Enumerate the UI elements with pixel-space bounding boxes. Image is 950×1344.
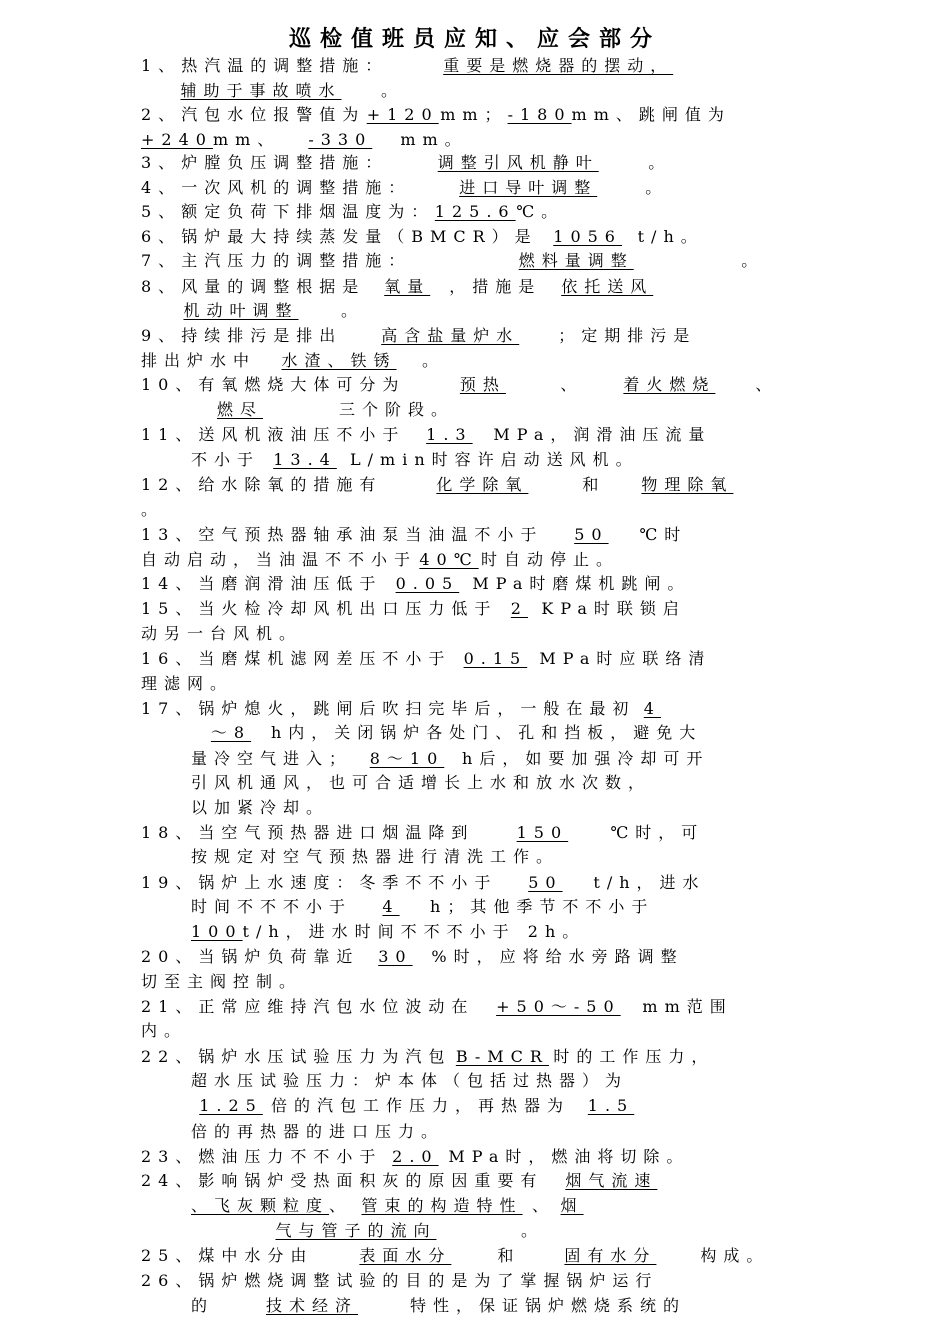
question-text: 和 (582, 475, 606, 494)
answer-blank: 150 (516, 823, 569, 842)
answer-blank: 50 (528, 873, 563, 892)
question-text: 额定负荷下排烟温度为： (181, 202, 435, 221)
question-text: 燃油压力不不小于 (198, 1147, 383, 1166)
answer-blank: 50 (574, 525, 609, 544)
text-line (191, 846, 881, 868)
answer-blank: 1.5 (587, 1096, 635, 1115)
answer-blank: 水渣、铁锈 (281, 351, 397, 370)
question-text: 锅炉上水速度：冬季不不小于 (198, 873, 498, 892)
question-number: 2、 (141, 105, 182, 124)
question-text: t/h，进水 (593, 873, 706, 892)
text-line (141, 226, 881, 248)
question-text: 。 (645, 178, 669, 197)
question-text: 锅炉最大持续蒸发量（BMCR）是 (181, 227, 538, 246)
text-line (141, 822, 881, 844)
question-number: 13、 (141, 525, 199, 544)
question-number: 19、 (141, 873, 199, 892)
question-text: 主汽压力的调整措施： (181, 251, 412, 270)
text-line (141, 946, 881, 968)
answer-blank: 0.15 (463, 649, 528, 668)
question-text: 。 (141, 500, 165, 519)
text-line (141, 80, 881, 102)
question-text: 、 (560, 375, 584, 394)
question-text: 当空气预热器进口烟温降到 (198, 823, 475, 842)
answer-blank: ～8 (210, 723, 252, 742)
question-text: ℃时 (639, 525, 688, 544)
answer-blank: 氧量 (384, 277, 431, 296)
question-text: ℃时，可 (610, 823, 705, 842)
answer-blank: 烟气流速 (565, 1171, 658, 1190)
question-number: 20、 (141, 947, 199, 966)
question-text: MPa时，燃油将切除。 (448, 1147, 690, 1166)
text-line (191, 722, 881, 744)
question-text: 锅炉水压试验压力为汽包 (198, 1047, 452, 1066)
answer-blank: +240 (141, 130, 213, 149)
question-text: 炉膛负压调整措施： (181, 153, 389, 172)
question-text: MPa时磨煤机跳闸。 (472, 574, 691, 593)
answer-blank: 表面水分 (359, 1246, 452, 1265)
answer-blank: 1.25 (199, 1096, 263, 1115)
answer-blank: +50～-50 (496, 997, 621, 1016)
question-number: 18、 (141, 823, 199, 842)
question-text: 风量的调整根据是 (181, 277, 366, 296)
question-text: 煤中水分由 (198, 1246, 314, 1265)
question-text: 当磨煤机滤网差压不小于 (198, 649, 452, 668)
question-number: 5、 (141, 202, 182, 221)
question-text: %时，应将给水旁路调整 (431, 947, 684, 966)
question-text: 锅炉熄火，跳闸后吹扫完毕后，一般在最初 (198, 699, 636, 718)
question-text: 动另一台风机。 (141, 624, 303, 643)
text-line (141, 648, 881, 670)
question-text: mm、跳闸值为 (571, 105, 731, 124)
question-text: 倍的汽包工作压力，再热器为 (271, 1096, 571, 1115)
question-text: 理滤网。 (141, 674, 234, 693)
text-line (141, 1170, 881, 1192)
answer-blank: 辅助于事故喷水 (180, 81, 342, 100)
question-text: 空气预热器轴承油泵当油温不小于 (198, 525, 544, 544)
question-text: ，措施是 (449, 277, 542, 296)
answer-blank: 100 (191, 922, 243, 941)
answer-blank: 调整引风机静叶 (437, 153, 599, 172)
question-text: mm。 (400, 130, 468, 149)
answer-blank: 管束的构造特性 (361, 1196, 523, 1215)
text-line (141, 996, 881, 1018)
text-line (141, 524, 881, 546)
answer-blank: 烟 (560, 1196, 584, 1215)
answer-blank: 进口导叶调整 (459, 178, 598, 197)
answer-blank: 2 (510, 599, 528, 618)
question-number: 21、 (141, 997, 199, 1016)
text-line (141, 104, 881, 126)
text-line (191, 896, 881, 918)
text-line (191, 1220, 881, 1242)
question-number: 8、 (141, 277, 182, 296)
answer-blank: 高含盐量炉水 (381, 326, 520, 345)
text-line (141, 374, 881, 396)
answer-blank: 依托送风 (561, 277, 654, 296)
answer-blank: 技术经济 (266, 1296, 359, 1315)
question-number: 11、 (141, 425, 199, 444)
question-text: 热汽温的调整措施： (181, 56, 389, 75)
question-text: 给水除氧的措施有 (198, 475, 383, 494)
question-text: 持续排污是排出 (181, 326, 343, 345)
answer-blank: 4 (643, 699, 661, 718)
answer-blank: 13.4 (273, 450, 337, 469)
question-number: 16、 (141, 649, 199, 668)
question-text: h后，如要加强冷却可开 (462, 749, 710, 768)
question-text: 。 (422, 351, 446, 370)
answer-blank: 1.3 (426, 425, 473, 444)
text-line (141, 55, 881, 77)
text-line (191, 1070, 881, 1092)
answer-blank: 燃料量调整 (518, 251, 634, 270)
question-text: 倍的再热器的进口压力。 (191, 1122, 445, 1141)
question-number: 23、 (141, 1147, 199, 1166)
text-line (141, 276, 881, 298)
question-text: 。 (741, 251, 765, 270)
answer-blank: 1056 (553, 227, 622, 246)
text-line (191, 1121, 881, 1143)
answer-blank: 125.6 (434, 202, 516, 221)
text-line (141, 1020, 881, 1042)
question-text: 超水压试验压力：炉本体（包括过热器）为 (191, 1071, 629, 1090)
text-line (141, 152, 881, 174)
question-number: 22、 (141, 1047, 199, 1066)
question-text: 。 (648, 153, 672, 172)
question-number: 7、 (141, 251, 182, 270)
question-text: ℃。 (516, 202, 565, 221)
question-text: 时自动停止。 (481, 550, 620, 569)
answer-blank: 重要是燃烧器的摆动， (443, 56, 674, 75)
question-text: 送风机液油压不小于 (198, 425, 406, 444)
text-line (191, 797, 881, 819)
text-line (141, 350, 881, 372)
question-text: 。 (521, 1221, 545, 1240)
text-line (141, 424, 881, 446)
text-line (141, 250, 881, 272)
question-text: 内。 (141, 1021, 188, 1040)
question-number: 4、 (141, 178, 182, 197)
question-number: 14、 (141, 574, 199, 593)
text-line (141, 177, 881, 199)
question-text: 不小于 (191, 450, 261, 469)
question-number: 24、 (141, 1171, 199, 1190)
question-text: 当磨润滑油压低于 (198, 574, 383, 593)
text-line (141, 623, 881, 645)
answer-blank: 气与管子的流向 (275, 1221, 437, 1240)
question-text: 一次风机的调整措施： (181, 178, 412, 197)
question-text: t/h。 (637, 227, 704, 246)
question-text: mm； (440, 105, 508, 124)
answer-blank: 4 (382, 897, 400, 916)
question-text: h内，关闭锅炉各处门、孔和挡板，避免大 (271, 723, 703, 742)
question-text: 。 (381, 81, 405, 100)
text-line (191, 748, 881, 770)
question-text: 量冷空气进入； (191, 749, 353, 768)
question-text: 的 (191, 1296, 215, 1315)
text-line (141, 129, 881, 151)
text-line (141, 971, 881, 993)
question-number: 9、 (141, 326, 182, 345)
answer-blank: -180 (507, 105, 572, 124)
question-text: 汽包水位报警值为 (181, 105, 366, 124)
text-line (141, 1245, 881, 1267)
question-text: 影响锅炉受热面积灰的原因重要有 (198, 1171, 544, 1190)
text-line (191, 772, 881, 794)
question-text: 时间不不不小于 (191, 897, 353, 916)
text-line (141, 300, 881, 322)
answer-blank: 40℃ (419, 550, 479, 569)
text-line (191, 921, 881, 943)
question-number: 10、 (141, 375, 199, 394)
question-text: 排出炉水中 (141, 351, 257, 370)
question-text: mm范围 (642, 997, 733, 1016)
question-text: 正常应维持汽包水位波动在 (198, 997, 475, 1016)
answer-blank: 燃尽 (216, 400, 263, 419)
text-line (141, 1046, 881, 1068)
question-text: 切至主阀控制。 (141, 972, 303, 991)
question-text: 按规定对空气预热器进行清洗工作。 (191, 847, 560, 866)
question-text: MPa，润滑油压流量 (493, 425, 712, 444)
question-number: 1、 (141, 56, 182, 75)
text-line (141, 598, 881, 620)
question-text: 时的工作压力， (553, 1047, 715, 1066)
question-text: 有氧燃烧大体可分为 (198, 375, 406, 394)
question-text: 和 (497, 1246, 521, 1265)
text-line (141, 698, 881, 720)
text-line (191, 449, 881, 471)
answer-blank: 预热 (459, 375, 506, 394)
question-text: t/h，进水时间不不不小于 2h。 (242, 922, 586, 941)
question-text: 。 (341, 301, 365, 320)
answer-blank: 、飞灰颗粒度 (191, 1196, 330, 1215)
text-line (191, 1295, 881, 1317)
answer-blank: 物理除氧 (641, 475, 734, 494)
question-text: 当锅炉负荷靠近 (198, 947, 360, 966)
question-text: 锅炉燃烧调整试验的目的是为了掌握锅炉运行 (198, 1271, 659, 1290)
answer-blank: 着火燃烧 (623, 375, 716, 394)
question-text: L/min时容许启动送风机。 (350, 450, 639, 469)
answer-blank: 机动叶调整 (183, 301, 299, 320)
text-line (141, 474, 881, 496)
question-text: 引风机通风，也可合适增长上水和放水次数， (191, 773, 652, 792)
text-line (191, 1195, 881, 1217)
answer-blank: 固有水分 (564, 1246, 657, 1265)
question-text: 、 (329, 1196, 353, 1215)
question-text: 以加紧冷却。 (191, 798, 330, 817)
question-number: 6、 (141, 227, 182, 246)
text-line (191, 1095, 881, 1117)
text-line (141, 499, 881, 521)
question-text: 特性，保证锅炉燃烧系统的 (410, 1296, 687, 1315)
text-line (141, 573, 881, 595)
question-text: 构成。 (700, 1246, 770, 1265)
answer-blank: B-MCR (455, 1047, 549, 1066)
question-number: 26、 (141, 1271, 199, 1290)
question-number: 17、 (141, 699, 199, 718)
question-text: MPa时应联络清 (539, 649, 712, 668)
question-text: 、 (532, 1196, 556, 1215)
question-text: KPa时联锁启 (541, 599, 686, 618)
question-number: 15、 (141, 599, 199, 618)
text-line (141, 673, 881, 695)
answer-blank: 8～10 (369, 749, 445, 768)
question-text: 当火检冷却风机出口压力低于 (198, 599, 498, 618)
question-number: 3、 (141, 153, 182, 172)
answer-blank: 30 (378, 947, 413, 966)
question-text: h；其他季节不不小于 (430, 897, 655, 916)
answer-blank: +120 (366, 105, 439, 124)
page-title: 巡检值班员应知、应会部分 (288, 26, 661, 52)
answer-blank: -330 (308, 130, 373, 149)
question-text: 三个阶段。 (339, 400, 455, 419)
answer-blank: 化学除氧 (436, 475, 529, 494)
text-line (141, 325, 881, 347)
text-line (141, 201, 881, 223)
text-line (141, 1146, 881, 1168)
question-number: 12、 (141, 475, 199, 494)
text-line (141, 1270, 881, 1292)
question-text: ；定期排污是 (558, 326, 697, 345)
question-text: mm、 (212, 130, 281, 149)
text-line (141, 399, 881, 421)
text-line (141, 549, 881, 571)
text-line (141, 872, 881, 894)
answer-blank: 0.05 (395, 574, 460, 593)
question-number: 25、 (141, 1246, 199, 1265)
question-text: 自动启动，当油温不不小于 (141, 550, 418, 569)
answer-blank: 2.0 (392, 1147, 439, 1166)
question-text: 、 (755, 375, 779, 394)
